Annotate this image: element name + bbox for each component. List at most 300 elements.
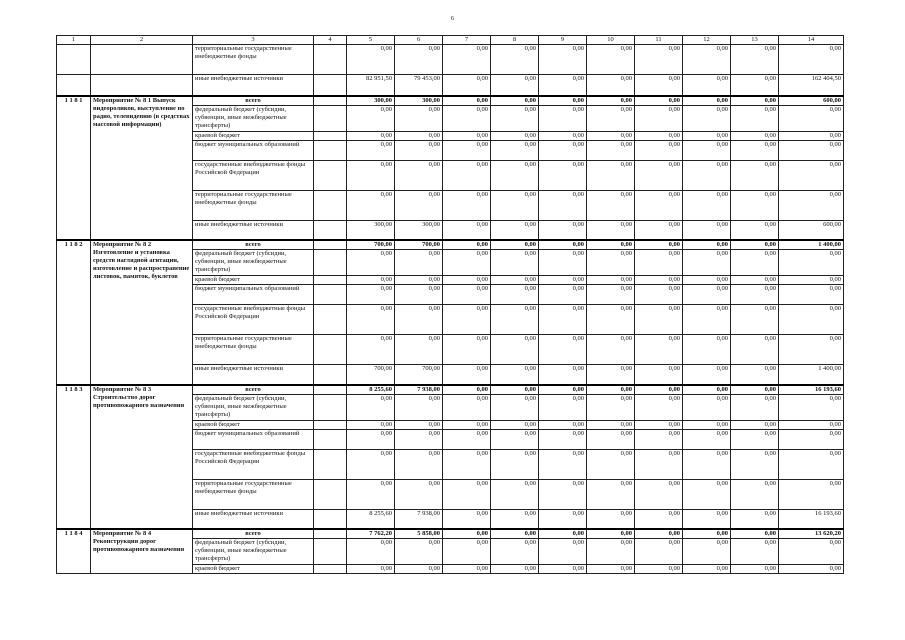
- funding-source: всего: [193, 385, 314, 395]
- amount-cell: 0,00: [779, 140, 844, 160]
- amount-cell: [314, 539, 347, 565]
- amount-cell: [314, 75, 347, 96]
- amount-cell: 0,00: [587, 240, 635, 250]
- amount-cell: 0,00: [635, 45, 683, 75]
- amount-cell: 0,00: [635, 160, 683, 190]
- amount-cell: 0,00: [395, 305, 443, 335]
- item-code: [57, 45, 91, 75]
- amount-cell: 0,00: [731, 394, 779, 420]
- amount-cell: 0,00: [587, 276, 635, 285]
- amount-cell: 0,00: [347, 160, 395, 190]
- amount-cell: 0,00: [587, 105, 635, 131]
- column-header: 9: [539, 36, 587, 45]
- amount-cell: [314, 96, 347, 106]
- total-row: [57, 240, 844, 250]
- amount-cell: 1 400,00: [779, 365, 844, 385]
- amount-cell: 0,00: [587, 131, 635, 140]
- amount-cell: 5 858,00: [395, 529, 443, 539]
- total-row: [57, 96, 844, 106]
- amount-cell: 0,00: [539, 250, 587, 276]
- amount-cell: 0,00: [395, 140, 443, 160]
- column-header: 6: [395, 36, 443, 45]
- funding-source: иные внебюджетные источники: [193, 365, 314, 385]
- column-header: 12: [683, 36, 731, 45]
- amount-cell: 0,00: [443, 565, 491, 574]
- amount-cell: 0,00: [731, 160, 779, 190]
- amount-cell: 0,00: [683, 385, 731, 395]
- amount-cell: [314, 131, 347, 140]
- amount-cell: 0,00: [779, 105, 844, 131]
- amount-cell: 0,00: [683, 529, 731, 539]
- amount-cell: 0,00: [539, 565, 587, 574]
- amount-cell: 0,00: [539, 335, 587, 365]
- amount-cell: 0,00: [539, 449, 587, 479]
- amount-cell: 0,00: [395, 250, 443, 276]
- amount-cell: 0,00: [443, 479, 491, 509]
- amount-cell: 0,00: [635, 105, 683, 131]
- amount-cell: 700,00: [347, 365, 395, 385]
- amount-cell: 0,00: [443, 131, 491, 140]
- funding-source: краевой бюджет: [193, 276, 314, 285]
- amount-cell: 0,00: [635, 140, 683, 160]
- amount-cell: 0,00: [347, 190, 395, 220]
- funding-source: государственные внебюджетные фонды Российской Федерации: [193, 160, 314, 190]
- amount-cell: 0,00: [443, 96, 491, 106]
- amount-cell: 0,00: [683, 96, 731, 106]
- item-description: Мероприятие № 8 3 Строительство дорог противопожарного назначения: [91, 385, 193, 530]
- amount-cell: 0,00: [587, 75, 635, 96]
- amount-cell: 0,00: [779, 276, 844, 285]
- funding-source: иные внебюджетные источники: [193, 75, 314, 96]
- amount-cell: 0,00: [779, 394, 844, 420]
- column-header: 14: [779, 36, 844, 45]
- amount-cell: 0,00: [683, 365, 731, 385]
- amount-cell: 0,00: [635, 539, 683, 565]
- amount-cell: [314, 429, 347, 449]
- amount-cell: 0,00: [443, 449, 491, 479]
- amount-cell: [314, 365, 347, 385]
- amount-cell: 0,00: [443, 539, 491, 565]
- amount-cell: 0,00: [443, 305, 491, 335]
- amount-cell: 0,00: [683, 240, 731, 250]
- amount-cell: 0,00: [539, 365, 587, 385]
- amount-cell: 0,00: [587, 190, 635, 220]
- amount-cell: 0,00: [443, 75, 491, 96]
- item-description: [91, 75, 193, 96]
- amount-cell: [314, 565, 347, 574]
- funding-source: территориальные государственные внебюджетные фонды: [193, 479, 314, 509]
- column-header: 4: [314, 36, 347, 45]
- amount-cell: 7 762,20: [347, 529, 395, 539]
- funding-source: всего: [193, 529, 314, 539]
- amount-cell: 0,00: [587, 449, 635, 479]
- amount-cell: 0,00: [683, 565, 731, 574]
- amount-cell: 0,00: [539, 190, 587, 220]
- amount-cell: 0,00: [635, 565, 683, 574]
- item-description: Мероприятие № 8 1 Выпуск видеороликов, выступление по радио, телевидению (в средствах массовой информации): [91, 96, 193, 241]
- amount-cell: 0,00: [731, 385, 779, 395]
- amount-cell: 0,00: [395, 420, 443, 429]
- amount-cell: 0,00: [731, 140, 779, 160]
- amount-cell: 0,00: [683, 420, 731, 429]
- amount-cell: 0,00: [347, 420, 395, 429]
- amount-cell: 0,00: [731, 449, 779, 479]
- amount-cell: [314, 285, 347, 305]
- amount-cell: 0,00: [491, 509, 539, 529]
- amount-cell: 0,00: [443, 285, 491, 305]
- amount-cell: [314, 250, 347, 276]
- column-header: 3: [193, 36, 314, 45]
- amount-cell: 0,00: [683, 429, 731, 449]
- amount-cell: 0,00: [395, 285, 443, 305]
- total-row: [57, 529, 844, 539]
- amount-cell: 0,00: [635, 420, 683, 429]
- amount-cell: 0,00: [347, 479, 395, 509]
- funding-source: бюджет муниципальных образований: [193, 140, 314, 160]
- amount-cell: 0,00: [635, 240, 683, 250]
- amount-cell: 0,00: [491, 240, 539, 250]
- amount-cell: 0,00: [635, 276, 683, 285]
- amount-cell: 0,00: [491, 285, 539, 305]
- amount-cell: 0,00: [539, 285, 587, 305]
- amount-cell: 0,00: [395, 190, 443, 220]
- amount-cell: 0,00: [347, 449, 395, 479]
- amount-cell: 0,00: [443, 220, 491, 240]
- amount-cell: 0,00: [587, 365, 635, 385]
- amount-cell: 0,00: [539, 75, 587, 96]
- amount-cell: 0,00: [587, 529, 635, 539]
- item-description: Мероприятие № 8 2 Изготовление и установка средств наглядной агитации, изготовление и распространение листовок, памяток, буклетов: [91, 240, 193, 385]
- funding-source: всего: [193, 240, 314, 250]
- amount-cell: 7 938,00: [395, 509, 443, 529]
- amount-cell: 0,00: [347, 285, 395, 305]
- amount-cell: 0,00: [587, 220, 635, 240]
- amount-cell: 16 193,60: [779, 385, 844, 395]
- amount-cell: 0,00: [683, 335, 731, 365]
- amount-cell: 0,00: [443, 420, 491, 429]
- amount-cell: 0,00: [731, 335, 779, 365]
- funding-source: территориальные государственные внебюджетные фонды: [193, 190, 314, 220]
- amount-cell: 0,00: [683, 45, 731, 75]
- amount-cell: 0,00: [443, 509, 491, 529]
- amount-cell: 0,00: [395, 429, 443, 449]
- funding-source: иные внебюджетные источники: [193, 509, 314, 529]
- funding-source: федеральный бюджет (субсидии, субвенции, иные межбюджетные трансферты): [193, 105, 314, 131]
- amount-cell: 0,00: [395, 335, 443, 365]
- item-code: 1 1 8 1: [57, 96, 91, 241]
- amount-cell: [314, 420, 347, 429]
- amount-cell: 0,00: [395, 394, 443, 420]
- amount-cell: [314, 335, 347, 365]
- amount-cell: 0,00: [491, 45, 539, 75]
- amount-cell: 300,00: [347, 96, 395, 106]
- amount-cell: 0,00: [731, 479, 779, 509]
- amount-cell: 0,00: [683, 509, 731, 529]
- amount-cell: 0,00: [587, 479, 635, 509]
- amount-cell: 0,00: [779, 539, 844, 565]
- funding-source: федеральный бюджет (субсидии, субвенции, иные межбюджетные трансферты): [193, 394, 314, 420]
- amount-cell: 0,00: [779, 449, 844, 479]
- amount-cell: 0,00: [491, 250, 539, 276]
- amount-cell: 0,00: [587, 160, 635, 190]
- amount-cell: 79 453,00: [395, 75, 443, 96]
- amount-cell: 0,00: [635, 131, 683, 140]
- amount-cell: 0,00: [635, 429, 683, 449]
- amount-cell: 0,00: [779, 429, 844, 449]
- amount-cell: 7 938,00: [395, 385, 443, 395]
- amount-cell: 0,00: [587, 509, 635, 529]
- amount-cell: [314, 160, 347, 190]
- amount-cell: 0,00: [683, 190, 731, 220]
- amount-cell: 0,00: [683, 449, 731, 479]
- amount-cell: 0,00: [731, 305, 779, 335]
- amount-cell: 0,00: [539, 429, 587, 449]
- amount-cell: 0,00: [779, 190, 844, 220]
- amount-cell: 0,00: [635, 385, 683, 395]
- amount-cell: 8 255,60: [347, 509, 395, 529]
- amount-cell: [314, 449, 347, 479]
- amount-cell: 0,00: [779, 335, 844, 365]
- amount-cell: 0,00: [731, 220, 779, 240]
- amount-cell: 0,00: [779, 45, 844, 75]
- funding-source: территориальные государственные внебюджетные фонды: [193, 335, 314, 365]
- column-header: 5: [347, 36, 395, 45]
- column-header: 11: [635, 36, 683, 45]
- amount-cell: 0,00: [635, 479, 683, 509]
- amount-cell: 700,00: [395, 365, 443, 385]
- amount-cell: 0,00: [539, 105, 587, 131]
- amount-cell: 0,00: [539, 420, 587, 429]
- page-number: 6: [451, 16, 454, 22]
- item-code: 1 1 8 4: [57, 529, 91, 574]
- amount-cell: 0,00: [731, 420, 779, 429]
- amount-cell: 8 255,60: [347, 385, 395, 395]
- amount-cell: 600,00: [779, 220, 844, 240]
- amount-cell: 0,00: [731, 285, 779, 305]
- amount-cell: 0,00: [395, 105, 443, 131]
- amount-cell: 0,00: [491, 539, 539, 565]
- amount-cell: 0,00: [443, 529, 491, 539]
- column-header: 13: [731, 36, 779, 45]
- amount-cell: [314, 276, 347, 285]
- amount-cell: 0,00: [779, 420, 844, 429]
- amount-cell: 0,00: [683, 220, 731, 240]
- amount-cell: [314, 305, 347, 335]
- amount-cell: 300,00: [395, 96, 443, 106]
- header-row: [57, 36, 844, 45]
- amount-cell: 0,00: [635, 449, 683, 479]
- funding-source: федеральный бюджет (субсидии, субвенции, иные межбюджетные трансферты): [193, 539, 314, 565]
- amount-cell: 0,00: [491, 529, 539, 539]
- amount-cell: 0,00: [347, 140, 395, 160]
- amount-cell: 0,00: [347, 250, 395, 276]
- amount-cell: 0,00: [731, 131, 779, 140]
- amount-cell: 0,00: [347, 394, 395, 420]
- column-header: 8: [491, 36, 539, 45]
- amount-cell: 0,00: [491, 335, 539, 365]
- amount-cell: 0,00: [779, 305, 844, 335]
- amount-cell: 0,00: [347, 429, 395, 449]
- amount-cell: 0,00: [587, 539, 635, 565]
- amount-cell: 0,00: [683, 75, 731, 96]
- item-description: [91, 45, 193, 75]
- amount-cell: 0,00: [347, 105, 395, 131]
- amount-cell: 0,00: [491, 429, 539, 449]
- funding-source: бюджет муниципальных образований: [193, 429, 314, 449]
- amount-cell: [314, 385, 347, 395]
- amount-cell: 0,00: [539, 509, 587, 529]
- amount-cell: 0,00: [587, 429, 635, 449]
- amount-cell: [314, 240, 347, 250]
- amount-cell: 0,00: [395, 565, 443, 574]
- amount-cell: 0,00: [587, 385, 635, 395]
- funding-source: государственные внебюджетные фонды Российской Федерации: [193, 305, 314, 335]
- amount-cell: 0,00: [539, 529, 587, 539]
- amount-cell: 0,00: [491, 420, 539, 429]
- amount-cell: 0,00: [443, 140, 491, 160]
- amount-cell: 0,00: [491, 385, 539, 395]
- amount-cell: 0,00: [683, 105, 731, 131]
- amount-cell: 16 193,60: [779, 509, 844, 529]
- amount-cell: 0,00: [491, 140, 539, 160]
- amount-cell: 0,00: [635, 96, 683, 106]
- amount-cell: 0,00: [731, 105, 779, 131]
- amount-cell: 0,00: [347, 565, 395, 574]
- amount-cell: 0,00: [491, 220, 539, 240]
- item-code: 1 1 8 2: [57, 240, 91, 385]
- amount-cell: 0,00: [635, 305, 683, 335]
- amount-cell: 82 951,50: [347, 75, 395, 96]
- funding-source: краевой бюджет: [193, 420, 314, 429]
- amount-cell: 0,00: [443, 365, 491, 385]
- amount-cell: 0,00: [539, 131, 587, 140]
- amount-cell: 0,00: [491, 449, 539, 479]
- total-row: [57, 385, 844, 395]
- amount-cell: 0,00: [443, 160, 491, 190]
- item-description: Мероприятие № 8 4 Реконструкция дорог противопожарного назначения: [91, 529, 193, 574]
- amount-cell: 0,00: [683, 250, 731, 276]
- amount-cell: 0,00: [443, 429, 491, 449]
- amount-cell: [314, 220, 347, 240]
- amount-cell: 0,00: [635, 365, 683, 385]
- amount-cell: 0,00: [731, 45, 779, 75]
- amount-cell: 0,00: [347, 539, 395, 565]
- amount-cell: 0,00: [587, 305, 635, 335]
- amount-cell: 0,00: [683, 305, 731, 335]
- funding-source: бюджет муниципальных образований: [193, 285, 314, 305]
- amount-cell: 0,00: [395, 449, 443, 479]
- amount-cell: 0,00: [491, 190, 539, 220]
- amount-cell: 0,00: [587, 285, 635, 305]
- amount-cell: 0,00: [347, 335, 395, 365]
- amount-cell: 0,00: [731, 539, 779, 565]
- amount-cell: 0,00: [635, 509, 683, 529]
- amount-cell: 0,00: [587, 140, 635, 160]
- amount-cell: 0,00: [395, 160, 443, 190]
- amount-cell: 0,00: [539, 240, 587, 250]
- amount-cell: 0,00: [731, 365, 779, 385]
- amount-cell: 0,00: [491, 365, 539, 385]
- amount-cell: 0,00: [443, 240, 491, 250]
- table-row: [57, 45, 844, 75]
- amount-cell: 0,00: [395, 479, 443, 509]
- amount-cell: [314, 509, 347, 529]
- amount-cell: [314, 479, 347, 509]
- amount-cell: 0,00: [635, 335, 683, 365]
- amount-cell: 0,00: [731, 565, 779, 574]
- amount-cell: 0,00: [347, 45, 395, 75]
- amount-cell: 0,00: [731, 190, 779, 220]
- amount-cell: 0,00: [683, 539, 731, 565]
- amount-cell: 0,00: [683, 160, 731, 190]
- amount-cell: 0,00: [539, 479, 587, 509]
- amount-cell: 0,00: [587, 45, 635, 75]
- amount-cell: [314, 140, 347, 160]
- amount-cell: [314, 105, 347, 131]
- amount-cell: 300,00: [347, 220, 395, 240]
- amount-cell: 0,00: [683, 285, 731, 305]
- amount-cell: 0,00: [731, 276, 779, 285]
- amount-cell: 0,00: [443, 335, 491, 365]
- amount-cell: 0,00: [779, 479, 844, 509]
- funding-source: краевой бюджет: [193, 131, 314, 140]
- funding-source: государственные внебюджетные фонды Российской Федерации: [193, 449, 314, 479]
- amount-cell: 0,00: [491, 394, 539, 420]
- funding-source: территориальные государственные внебюджетные фонды: [193, 45, 314, 75]
- amount-cell: 0,00: [491, 276, 539, 285]
- amount-cell: 0,00: [395, 276, 443, 285]
- amount-cell: 0,00: [683, 276, 731, 285]
- amount-cell: 0,00: [587, 335, 635, 365]
- amount-cell: 0,00: [587, 96, 635, 106]
- amount-cell: 0,00: [539, 276, 587, 285]
- amount-cell: 0,00: [635, 220, 683, 240]
- amount-cell: 0,00: [731, 250, 779, 276]
- amount-cell: 0,00: [443, 385, 491, 395]
- amount-cell: 0,00: [347, 276, 395, 285]
- amount-cell: 0,00: [683, 131, 731, 140]
- amount-cell: 0,00: [635, 75, 683, 96]
- amount-cell: 0,00: [491, 75, 539, 96]
- amount-cell: 0,00: [395, 539, 443, 565]
- item-code: 1 1 8 3: [57, 385, 91, 530]
- amount-cell: 0,00: [587, 394, 635, 420]
- amount-cell: 0,00: [347, 131, 395, 140]
- column-header: 2: [91, 36, 193, 45]
- amount-cell: [314, 190, 347, 220]
- amount-cell: [314, 394, 347, 420]
- amount-cell: 162 404,50: [779, 75, 844, 96]
- column-header: 10: [587, 36, 635, 45]
- amount-cell: 0,00: [731, 429, 779, 449]
- amount-cell: 0,00: [491, 160, 539, 190]
- amount-cell: 0,00: [491, 565, 539, 574]
- amount-cell: 0,00: [731, 75, 779, 96]
- amount-cell: 0,00: [635, 285, 683, 305]
- amount-cell: 0,00: [443, 190, 491, 220]
- amount-cell: 0,00: [731, 509, 779, 529]
- amount-cell: 0,00: [683, 479, 731, 509]
- funding-source: всего: [193, 96, 314, 106]
- amount-cell: 0,00: [539, 96, 587, 106]
- amount-cell: 300,00: [395, 220, 443, 240]
- funding-source: краевой бюджет: [193, 565, 314, 574]
- amount-cell: 0,00: [443, 250, 491, 276]
- amount-cell: 0,00: [635, 190, 683, 220]
- amount-cell: 0,00: [347, 305, 395, 335]
- amount-cell: 0,00: [395, 45, 443, 75]
- amount-cell: 0,00: [539, 160, 587, 190]
